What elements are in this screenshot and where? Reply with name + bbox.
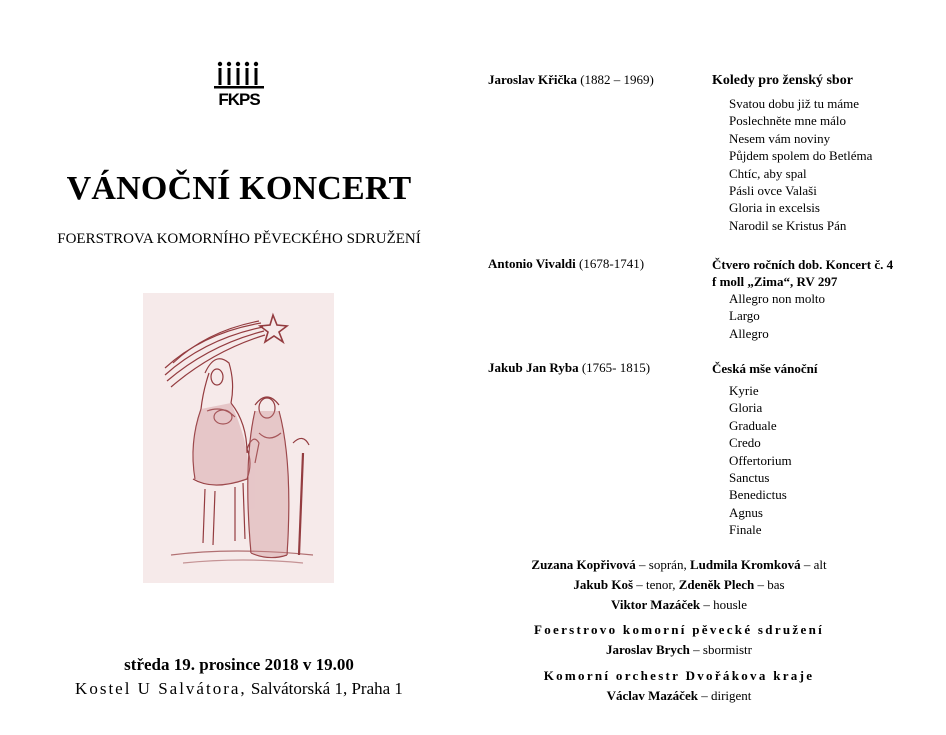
choir-name: Foerstrovo komorní pěvecké sdružení	[533, 622, 825, 637]
performer-name: Václav Mazáček	[606, 688, 698, 703]
nativity-picture	[143, 293, 334, 583]
composer-years: (1765- 1815)	[581, 360, 651, 375]
fkps-logo	[212, 60, 266, 112]
composer	[488, 72, 654, 88]
work-title-line: f moll „Zima“, RV 297	[712, 274, 838, 289]
work-title	[712, 72, 946, 89]
composer	[488, 256, 644, 272]
performer-name: Jakub Koš	[573, 577, 634, 592]
movement-list	[729, 95, 872, 234]
fkps-logo-mark	[212, 60, 266, 90]
movement: Půjdem spolem do Betléma	[729, 148, 873, 164]
movement: Narodil se Kristus Pán	[729, 217, 847, 233]
movement: Sanctus	[729, 470, 770, 486]
soloists-line-1	[478, 555, 880, 575]
concert-place	[0, 679, 478, 699]
movement: Offertorium	[729, 452, 792, 468]
performer-role: – bas	[754, 577, 785, 592]
soloists-line-2	[478, 575, 880, 595]
soloists-line-3	[478, 595, 880, 615]
movement: Pásli ovce Valaši	[729, 183, 817, 199]
movement: Agnus	[729, 504, 763, 520]
venue: Kostel U Salvátora,	[75, 679, 247, 698]
choir-credit	[478, 620, 880, 660]
nativity-illustration	[143, 293, 334, 583]
composer-name: Antonio Vivaldi	[488, 256, 576, 271]
work-title-line: Česká mše vánoční	[712, 361, 818, 376]
movement: Credo	[729, 435, 761, 451]
composer-name: Jaroslav Křička	[488, 72, 577, 87]
logo-text: FKPS	[218, 90, 260, 109]
composer-years: (1882 – 1969)	[580, 72, 654, 87]
performer-role: – tenor,	[633, 577, 679, 592]
performer-name: Ludmila Kromková	[689, 557, 801, 572]
work-title	[712, 256, 946, 290]
conductor	[478, 686, 880, 706]
movement: Nesem vám noviny	[729, 130, 831, 146]
movement: Svatou dobu již tu máme	[729, 96, 859, 111]
address: Salvátorská 1, Praha 1	[250, 679, 403, 698]
composer-name: Jakub Jan Ryba	[488, 360, 579, 375]
soloists	[478, 555, 880, 615]
concert-date: středa 19. prosince 2018 v 19.00	[124, 655, 354, 674]
movement: Allegro	[729, 325, 769, 341]
performer-role: – alt	[800, 557, 827, 572]
movement-list	[729, 382, 792, 539]
performer-role: – housle	[700, 597, 748, 612]
performer-role: – dirigent	[697, 688, 752, 703]
performer-name: Zuzana Kopřivová	[531, 557, 636, 572]
movement: Finale	[729, 522, 762, 538]
orchestra-name: Komorní orchestr Dvořákova kraje	[543, 668, 815, 683]
movement: Largo	[729, 308, 760, 324]
performer-name: Zdeněk Plech	[678, 577, 755, 592]
work-title	[712, 360, 946, 377]
movement: Kyrie	[729, 383, 759, 398]
concert-title: VÁNOČNÍ KONCERT	[66, 170, 412, 207]
movement: Poslechněte mne málo	[729, 113, 846, 129]
movement: Graduale	[729, 417, 777, 433]
movement: Allegro non molto	[729, 291, 826, 306]
movement: Gloria	[729, 400, 763, 416]
movement-list	[729, 290, 825, 342]
movement: Gloria in excelsis	[729, 200, 820, 216]
composer-years: (1678-1741)	[579, 256, 645, 271]
orchestra-credit	[478, 666, 880, 706]
choirmaster	[478, 640, 880, 660]
composer	[488, 360, 650, 376]
performer-name: Viktor Mazáček	[610, 597, 701, 612]
work-title-line: Koledy pro ženský sbor	[712, 73, 853, 88]
performer-role: – soprán,	[635, 557, 690, 572]
work-title-line: Čtvero ročních dob. Koncert č. 4	[712, 257, 894, 272]
movement: Benedictus	[729, 487, 787, 503]
concert-subtitle: FOERSTROVA KOMORNÍHO PĚVECKÉHO SDRUŽENÍ	[57, 231, 421, 247]
performer-role: – sbormistr	[689, 642, 753, 657]
performer-name: Jaroslav Brych	[605, 642, 690, 657]
movement: Chtíc, aby spal	[729, 165, 807, 181]
